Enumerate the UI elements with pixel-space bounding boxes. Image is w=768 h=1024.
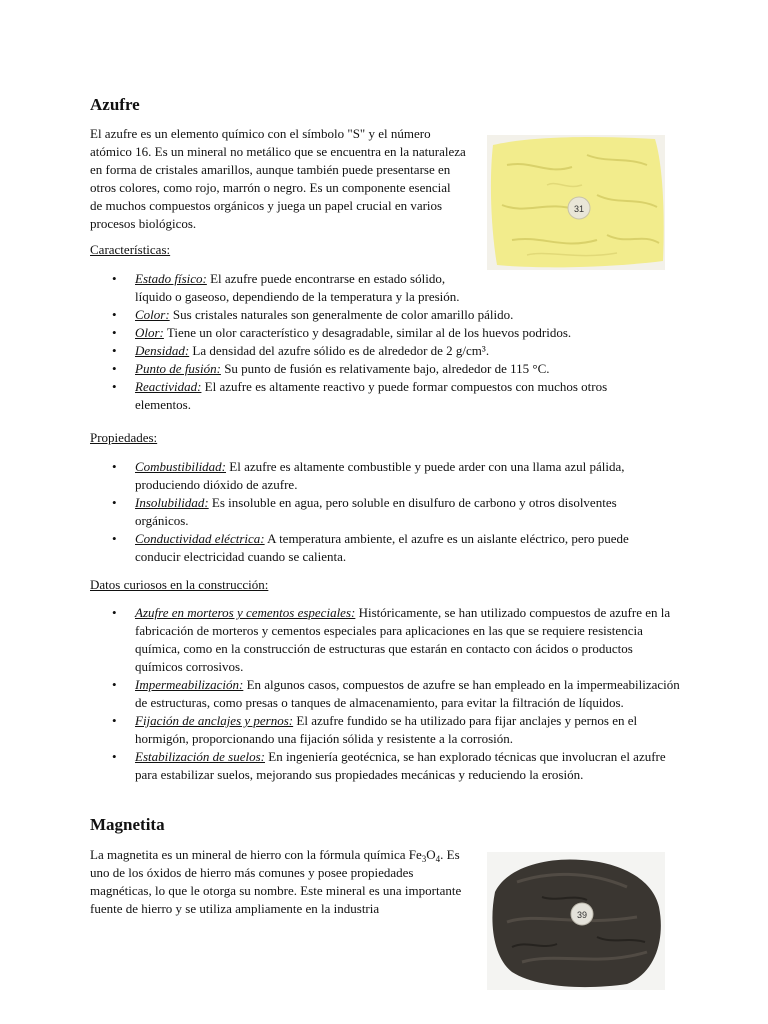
datos-list (90, 604, 680, 784)
caracteristicas-heading: Características: (90, 242, 171, 257)
section-title-magnetita: Magnetita (90, 815, 165, 834)
list-item: • Reactividad: El azufre es altamente reactivo y puede formar compuestos con muchos otros elementos. (90, 378, 640, 414)
list-item: • Insolubilidad: Es insoluble en agua, pero soluble en disulfuro de carbono y otros disolventes orgánicos. (90, 494, 645, 530)
section-title-azufre: Azufre (90, 95, 140, 114)
list-item: • Olor: Tiene un olor característico y desagradable, similar al de los huevos podridos. (90, 324, 670, 342)
magnetite-image (487, 852, 665, 990)
magnetite-illustration (487, 852, 665, 990)
magnetita-intro: La magnetita es un mineral de hierro con la fórmula química $Fe_3O_4$. Es uno de los óxidos de hierro más comunes y posee propiedades magnéticas, lo que le otorga su nombre. Este mineral es una importante fuente de hierro y se utiliza ampliamente en la industria (90, 847, 462, 916)
azufre-intro: El azufre es un elemento químico con el símbolo "S" y el número atómico 16. Es un mineral no metálico que se encuentra en la naturaleza en forma de cristales amarillos, aunque también puede presentarse en otros colores, como rojo, marrón o negro. Es un componente esencial de muchos compuestos orgánicos y juega un papel crucial en varios procesos biológicos. (90, 126, 466, 231)
magnetite-sample-label: 39 (576, 910, 588, 920)
list-item: • Punto de fusión: Su punto de fusión es relativamente bajo, alrededor de 115 °C. (90, 360, 670, 378)
caracteristicas-list (90, 270, 490, 306)
caracteristicas-list-cont (90, 306, 670, 414)
list-item: • Estabilización de suelos: En ingeniería geotécnica, se han explorado técnicas que involucran el azufre para estabilizar suelos, mejorando sus propiedades mecánicas y reduciendo la erosión. (90, 748, 680, 784)
sulfur-sample-label: 31 (573, 204, 585, 214)
list-item: • Estado físico: El azufre puede encontrarse en estado sólido, líquido o gaseoso, dependiendo de la temperatura y la presión. (90, 270, 475, 306)
list-item: • Color: Sus cristales naturales son generalmente de color amarillo pálido. (90, 306, 670, 324)
list-item: • Combustibilidad: El azufre es altamente combustible y puede arder con una llama azul pálida, produciendo dióxido de azufre. (90, 458, 670, 494)
list-item: • Azufre en morteros y cementos especiales: Históricamente, se han utilizado compuestos de azufre en la fabricación de morteros y cementos especiales para aplicaciones en las que se requiere resistencia química, como en la construcción de estructuras que estarán en contacto con ácidos o productos químicos corrosivos. (90, 604, 680, 676)
propiedades-heading: Propiedades: (90, 430, 158, 445)
datos-heading: Datos curiosos en la construcción: (90, 577, 269, 592)
sulfur-image (487, 135, 665, 270)
sulfur-illustration (487, 135, 665, 270)
list-item: • Fijación de anclajes y pernos: El azufre fundido se ha utilizado para fijar anclajes y pernos en el hormigón, proporcionando una fijación sólida y resistente a la corrosión. (90, 712, 680, 748)
propiedades-list (90, 458, 670, 566)
list-item: • Impermeabilización: En algunos casos, compuestos de azufre se han empleado en la impermeabilización de estructuras, como presas o tanques de almacenamiento, para evitar la filtración de líquidos. (90, 676, 680, 712)
list-item: • Conductividad eléctrica: A temperatura ambiente, el azufre es un aislante eléctrico, pero puede conducir electricidad cuando se calienta. (90, 530, 670, 566)
list-item: • Densidad: La densidad del azufre sólido es de alrededor de 2 g/cm³. (90, 342, 670, 360)
